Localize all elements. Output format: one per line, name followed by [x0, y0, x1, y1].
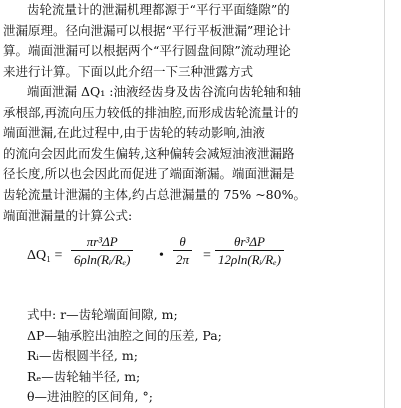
text-line: 承根部,再流向压力较低的排油腔,而形成齿轮流量计的	[3, 104, 299, 120]
text-line: 端面泄漏 ΔQ₁ :油液经齿身及齿谷流向齿轮轴和轴	[27, 84, 301, 99]
text-line: 端面泄漏量的计算公式:	[3, 207, 133, 223]
formula	[27, 234, 367, 290]
formula-denominator: 12ρln(Rᵢ/Rₑ)	[218, 252, 281, 267]
definitions-list	[27, 305, 222, 408]
formula-denominator: 6ρln(Rᵢ/Rₑ)	[74, 252, 131, 267]
formula-numerator: πr³ΔP	[71, 234, 133, 251]
text-line: 径长度,所以也会因此而促进了端面渐漏。端面泄漏是	[3, 166, 295, 182]
paragraph-end-leakage	[3, 82, 306, 226]
text-line: 泄漏原理。径向泄漏可以根据“平行平板泄漏”理论计	[3, 22, 291, 38]
formula-fraction-3	[215, 234, 284, 268]
formula-fraction-1	[71, 234, 133, 268]
definition-item: ΔP—轴承腔出油腔之间的压差, Pa;	[27, 327, 222, 343]
definition-item: 式中: r—齿轮端面间隙, m;	[27, 307, 178, 322]
text-line: 端面泄漏,在此过程中,由于齿轮的转动影响,油液	[3, 125, 265, 141]
formula-numerator: θ	[173, 234, 192, 251]
column-divider	[384, 0, 385, 408]
formula-equals: =	[203, 248, 211, 263]
formula-numerator: θr³ΔP	[215, 234, 284, 251]
formula-fraction-2	[173, 234, 192, 268]
text-line: 齿轮流量计的泄漏机理都源于“平行平面缝隙”的	[27, 2, 290, 17]
definition-item: Rᵢ—齿根圆半径, m;	[27, 348, 138, 364]
text-line: 算。端面泄漏可以根据两个“平行圆盘间隙”流动理论	[3, 43, 291, 59]
text-line: 的流向会因此而发生偏转,这种偏转会减短油液泄漏路	[3, 145, 295, 161]
formula-lhs: ΔQ₁ =	[27, 248, 63, 263]
formula-denominator: 2π	[176, 252, 190, 267]
paragraph-mechanism	[3, 0, 291, 82]
definition-item: Rₑ—齿轮轴半径, m;	[27, 368, 141, 384]
definition-item: θ—进油腔的区间角, °;	[27, 389, 153, 405]
formula-dot: •	[159, 248, 164, 263]
text-line: 来进行计算。下面以此介绍一下三种泄露方式	[3, 63, 254, 79]
text-line: 齿轮流量计泄漏的主体,约占总泄漏量的 75% ~80%。	[3, 186, 306, 202]
